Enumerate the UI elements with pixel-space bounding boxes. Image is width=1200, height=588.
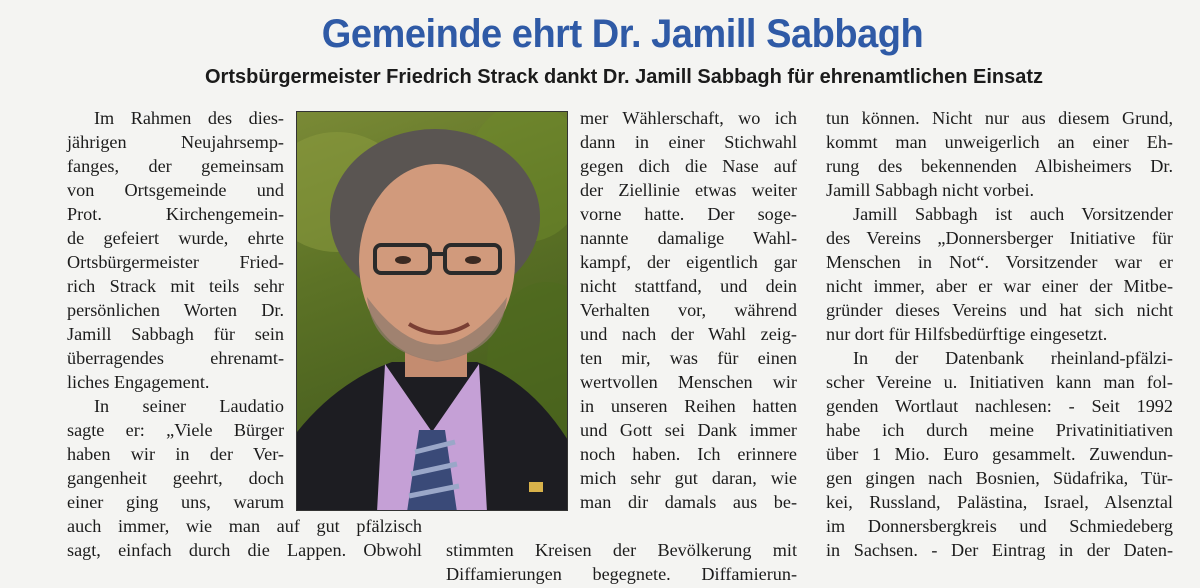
text-line: jährigen Neujahrsemp- [67, 132, 284, 152]
portrait-illustration [297, 112, 568, 511]
text-line: wertvollen Menschen wir [580, 372, 797, 392]
text-line: nur dort für Hilfsbedürftige eingesetzt. [826, 324, 1108, 344]
text-line: überragendes ehrenamt- [67, 348, 284, 368]
text-line: scher Vereine u. Initiativen kann man fol- [826, 372, 1173, 392]
text-line: kei, Russland, Palästina, Israel, Alsenztal [826, 492, 1173, 512]
text-line: tun können. Nicht nur aus diesem Grund, [826, 108, 1173, 128]
text-line: in unseren Reihen hatten [580, 396, 797, 416]
text-line: mich sehr gut daran, wie [580, 468, 797, 488]
text-line: Prot. Kirchengemein- [67, 204, 284, 224]
text-line: Menschen in Not“. Vorsitzender war er [826, 252, 1173, 272]
text-line: gründer dieses Vereins und hat sich nicht [826, 300, 1173, 320]
text-line: Verhalten vor, während [580, 300, 797, 320]
text-line: über 1 Mio. Euro gesammelt. Zuwendun- [826, 444, 1173, 464]
text-line: fanges, der gemeinsam [67, 156, 284, 176]
text-line: kampf, der eigentlich gar [580, 252, 797, 272]
text-line: auch immer, wie man auf gut pfälzisch [67, 516, 422, 536]
text-line: nicht immer, aber er war einer der Mitbe- [826, 276, 1173, 296]
headline: Gemeinde ehrt Dr. Jamill Sabbagh [321, 12, 924, 56]
text-line: Im Rahmen des dies- [94, 108, 284, 128]
text-line: dann in einer Stichwahl [580, 132, 797, 152]
text-line: Ortsbürgermeister Fried- [67, 252, 284, 272]
text-line: und nach der Wahl zeig- [580, 324, 797, 344]
text-line: mer Wählerschaft, wo ich [580, 108, 797, 128]
text-line: man dir damals aus be- [580, 492, 797, 512]
text-line: genden Wortlaut nachlesen: - Seit 1992 [826, 396, 1173, 416]
text-line: gegen dich die Nase auf [580, 156, 797, 176]
text-line: vorne hatte. Der soge- [580, 204, 797, 224]
text-line: ten mir, was für einen [580, 348, 797, 368]
text-line: Jamill Sabbagh nicht vorbei. [826, 180, 1035, 200]
text-line: im Donnersbergkreis und Schmiedeberg [826, 516, 1173, 536]
text-line: Diffamierungen begegnete. Diffamierun- [446, 564, 797, 584]
text-line: sagte er: „Viele Bürger [67, 420, 284, 440]
text-line: gen gingen nach Bosnien, Südafrika, Tür- [826, 468, 1173, 488]
text-line: stimmten Kreisen der Bevölkerung mit [446, 540, 797, 560]
text-line: einer ging uns, warum [67, 492, 284, 512]
text-line: habe ich durch meine Privatinitiativen [826, 420, 1173, 440]
text-line: nannte damalige Wahl- [580, 228, 797, 248]
text-line: In seiner Laudatio [94, 396, 284, 416]
text-line: haben wir in der Ver- [67, 444, 284, 464]
text-line: Jamill Sabbagh ist auch Vorsitzender [853, 204, 1173, 224]
text-line: kommt man unweigerlich an einer Eh- [826, 132, 1173, 152]
subheadline: Ortsbürgermeister Friedrich Strack dankt Dr. Jamill Sabbagh für ehrenamtlichen Einsatz [204, 66, 1044, 88]
portrait-photo [296, 111, 568, 511]
text-line: persönlichen Worten Dr. [67, 300, 284, 320]
text-line: gangenheit geehrt, doch [67, 468, 284, 488]
text-line: rung des bekennenden Albisheimers Dr. [826, 156, 1173, 176]
text-line: In der Datenbank rheinland-pfälzi- [853, 348, 1173, 368]
text-line: nicht stattfand, und dein [580, 276, 797, 296]
text-line: sagt, einfach durch die Lappen. Obwohl [67, 540, 422, 560]
text-line: und Gott sei Dank immer [580, 420, 797, 440]
text-line: von Ortsgemeinde und [67, 180, 284, 200]
text-line: de gefeiert wurde, ehrte [67, 228, 284, 248]
text-line: in Sachsen. - Der Eintrag in der Daten- [826, 540, 1173, 560]
text-line: des Vereins „Donnersberger Initiative für [826, 228, 1173, 248]
text-line: noch haben. Ich erinnere [580, 444, 797, 464]
text-line: liches Engagement. [67, 372, 210, 392]
text-line: Jamill Sabbagh für sein [67, 324, 284, 344]
text-line: rich Strack mit teils sehr [67, 276, 284, 296]
text-line: der Ziellinie etwas weiter [580, 180, 797, 200]
